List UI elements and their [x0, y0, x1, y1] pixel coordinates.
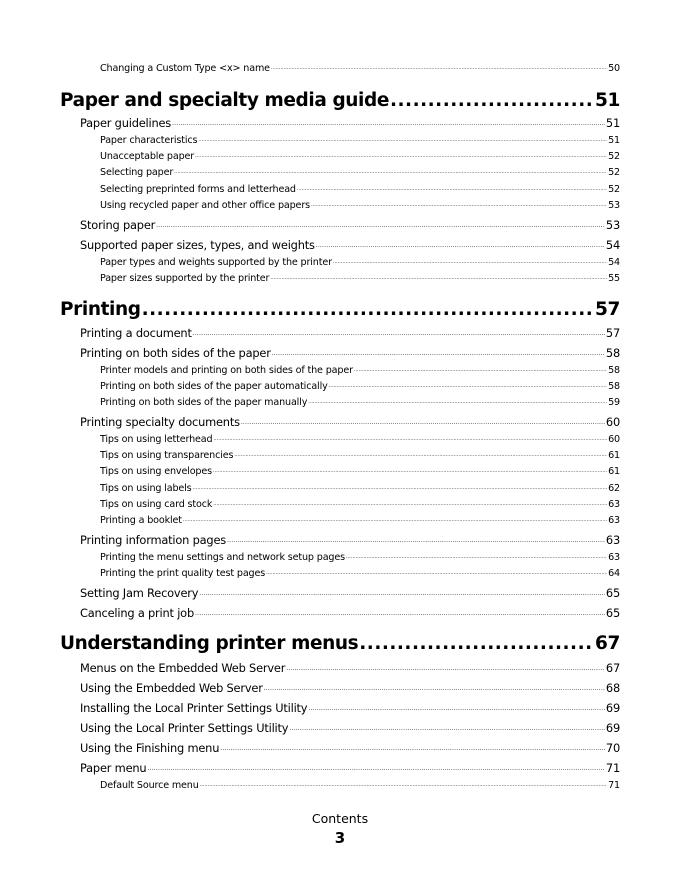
toc-section [80, 606, 620, 621]
dot-leader [227, 533, 605, 548]
toc-section-page: 51 [605, 116, 620, 130]
toc-entry-title: Printing the print quality test pages [100, 568, 266, 579]
dot-leader [329, 380, 607, 393]
toc-entry [100, 380, 620, 393]
toc-entry-title: Printing on both sides of the paper automatically [100, 381, 328, 392]
toc-chapter [60, 298, 620, 322]
toc-entry-page: 71 [608, 780, 620, 791]
footer-section-label: Contents [311, 811, 369, 826]
toc-section-title: Using the Local Printer Settings Utility [80, 721, 289, 735]
dot-leader [311, 199, 607, 212]
toc-entry [100, 150, 620, 163]
toc-section [80, 326, 620, 341]
toc-section-title: Paper guidelines [80, 116, 172, 130]
table-of-contents [60, 0, 620, 880]
toc-entry-page: 61 [608, 450, 620, 461]
toc-entry [100, 199, 620, 212]
toc-section-title: Using the Finishing menu [80, 741, 220, 755]
toc-section [80, 701, 620, 716]
toc-section-page: 53 [605, 218, 620, 232]
dot-leader [199, 586, 605, 601]
dot-leader [198, 134, 607, 147]
toc-entry-title: Selecting preprinted forms and letterhead [100, 184, 296, 195]
toc-entry [100, 465, 620, 478]
toc-entry-page: 64 [608, 568, 620, 579]
dot-leader [213, 498, 607, 511]
toc-section-title: Using the Embedded Web Server [80, 681, 263, 695]
toc-entry-page: 63 [608, 552, 620, 563]
toc-section [80, 761, 620, 776]
dot-leader [359, 632, 594, 656]
toc-entry-title: Tips on using transparencies [100, 450, 234, 461]
toc-entry-page: 52 [608, 184, 620, 195]
toc-chapter [60, 632, 620, 656]
toc-entry-title: Selecting paper [100, 167, 174, 178]
dot-leader [308, 701, 605, 716]
toc-section [80, 741, 620, 756]
footer-page-number: 3 [334, 829, 346, 847]
toc-entry-page: 61 [608, 466, 620, 477]
dot-leader [200, 779, 607, 792]
toc-section-page: 67 [605, 661, 620, 675]
toc-section [80, 116, 620, 131]
toc-section [80, 661, 620, 676]
dot-leader [183, 514, 607, 527]
toc-entry [100, 551, 620, 564]
toc-entry-title: Printing the menu settings and network setup pages [100, 552, 345, 563]
toc-entry [100, 433, 620, 446]
dot-leader [142, 298, 594, 322]
toc-section-page: 68 [605, 681, 620, 695]
dot-leader [346, 551, 607, 564]
toc-entry-title: Changing a Custom Type <x> name [100, 63, 270, 74]
toc-section [80, 586, 620, 601]
toc-chapter-page: 57 [595, 299, 620, 320]
toc-section-page: 70 [605, 741, 620, 755]
toc-section-page: 58 [605, 346, 620, 360]
toc-entry-page: 54 [608, 257, 620, 268]
toc-entry-title: Paper sizes supported by the printer [100, 273, 270, 284]
dot-leader [147, 761, 604, 776]
toc-entry-page: 60 [608, 434, 620, 445]
toc-entry-title: Printing on both sides of the paper manually [100, 397, 308, 408]
dot-leader [195, 150, 607, 163]
dot-leader [316, 238, 605, 253]
dot-leader [308, 396, 607, 409]
dot-leader [156, 218, 605, 233]
dot-leader [286, 661, 605, 676]
toc-chapter-page: 67 [595, 633, 620, 654]
toc-section-page: 65 [605, 586, 620, 600]
toc-entry-page: 55 [608, 273, 620, 284]
dot-leader [354, 364, 607, 377]
toc-entry-page: 63 [608, 499, 620, 510]
toc-section-title: Printing specialty documents [80, 415, 240, 429]
toc-entry [100, 364, 620, 377]
dot-leader [220, 741, 605, 756]
toc-entry [100, 396, 620, 409]
toc-entry [100, 498, 620, 511]
dot-leader [333, 256, 607, 269]
toc-section-page: 69 [605, 721, 620, 735]
dot-leader [195, 606, 605, 621]
toc-entry-page: 59 [608, 397, 620, 408]
toc-entry-page: 52 [608, 167, 620, 178]
toc-entry [100, 62, 620, 75]
toc-section-page: 60 [605, 415, 620, 429]
dot-leader [193, 482, 608, 495]
toc-entry-title: Tips on using labels [100, 483, 192, 494]
toc-section [80, 346, 620, 361]
dot-leader [241, 415, 605, 430]
toc-entry-title: Using recycled paper and other office papers [100, 200, 310, 211]
toc-entry [100, 166, 620, 179]
toc-entry-title: Printing a booklet [100, 515, 182, 526]
toc-section [80, 218, 620, 233]
toc-section-page: 69 [605, 701, 620, 715]
toc-section-title: Printing on both sides of the paper [80, 346, 271, 360]
toc-chapter [60, 89, 620, 113]
toc-section [80, 681, 620, 696]
toc-entry-title: Tips on using letterhead [100, 434, 213, 445]
toc-section-title: Printing a document [80, 326, 192, 340]
toc-section-page: 57 [605, 326, 620, 340]
toc-section-title: Storing paper [80, 218, 156, 232]
toc-entry [100, 272, 620, 285]
toc-section [80, 238, 620, 253]
toc-entry-page: 62 [608, 483, 620, 494]
toc-section-title: Menus on the Embedded Web Server [80, 661, 286, 675]
toc-entry-page: 51 [608, 135, 620, 146]
toc-entry-title: Paper types and weights supported by the printer [100, 257, 332, 268]
dot-leader [271, 62, 607, 75]
toc-entry-page: 50 [608, 63, 620, 74]
toc-entry-title: Printer models and printing on both sides of the paper [100, 365, 353, 376]
toc-entry-page: 58 [608, 381, 620, 392]
toc-entry [100, 482, 620, 495]
toc-entry-page: 58 [608, 365, 620, 376]
toc-section-title: Printing information pages [80, 533, 226, 547]
toc-entry-title: Tips on using envelopes [100, 466, 212, 477]
toc-entry [100, 134, 620, 147]
toc-section-title: Paper menu [80, 761, 147, 775]
toc-entry-title: Default Source menu [100, 780, 199, 791]
toc-entry-page: 53 [608, 200, 620, 211]
toc-section-title: Canceling a print job [80, 606, 194, 620]
dot-leader [272, 346, 605, 361]
toc-section-title: Installing the Local Printer Settings Utility [80, 701, 308, 715]
toc-section [80, 721, 620, 736]
dot-leader [289, 721, 605, 736]
toc-entry-page: 63 [608, 515, 620, 526]
dot-leader [264, 681, 605, 696]
toc-chapter-title: Understanding printer menus [60, 633, 359, 654]
dot-leader [174, 166, 607, 179]
toc-entry-title: Unacceptable paper [100, 151, 195, 162]
toc-section-title: Supported paper sizes, types, and weights [80, 238, 315, 252]
toc-entry [100, 449, 620, 462]
toc-chapter-title: Printing [60, 299, 141, 320]
toc-entry [100, 514, 620, 527]
dot-leader [390, 89, 594, 113]
toc-entry [100, 256, 620, 269]
toc-section-page: 71 [605, 761, 620, 775]
toc-section-title: Setting Jam Recovery [80, 586, 199, 600]
toc-chapter-title: Paper and specialty media guide [60, 90, 389, 111]
dot-leader [297, 183, 607, 196]
dot-leader [172, 116, 605, 131]
toc-section-page: 65 [605, 606, 620, 620]
dot-leader [266, 567, 607, 580]
dot-leader [234, 449, 607, 462]
toc-entry-title: Tips on using card stock [100, 499, 213, 510]
toc-entry-title: Paper characteristics [100, 135, 198, 146]
dot-leader [193, 326, 605, 341]
toc-section [80, 415, 620, 430]
dot-leader [213, 433, 607, 446]
dot-leader [270, 272, 607, 285]
toc-section [80, 533, 620, 548]
toc-entry [100, 567, 620, 580]
dot-leader [213, 465, 607, 478]
toc-entry-page: 52 [608, 151, 620, 162]
toc-entry [100, 779, 620, 792]
toc-chapter-page: 51 [595, 90, 620, 111]
toc-section-page: 54 [605, 238, 620, 252]
toc-section-page: 63 [605, 533, 620, 547]
toc-entry [100, 183, 620, 196]
